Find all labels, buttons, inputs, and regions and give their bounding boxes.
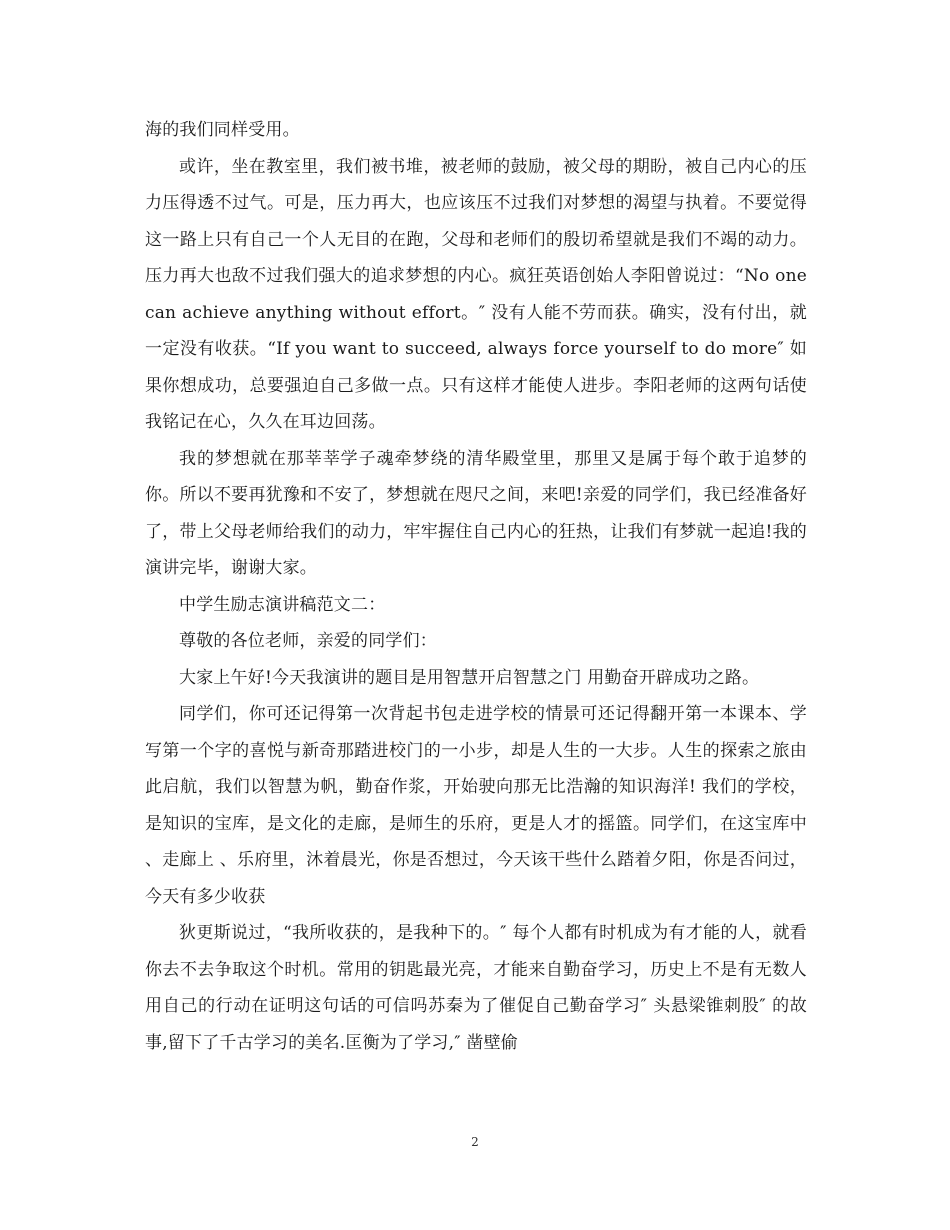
paragraph: 海的我们同样受用。	[145, 120, 300, 140]
paragraph: 或许，坐在教室里，我们被书堆，被老师的鼓励，被父母的期盼，被自己内心的压力压得透不过气。可是，压力再大，也应该压不过我们对梦想的渴望与执着。不要觉得这一路上只有自己一个人无目的在跑，父母和老师们的殷切希望就是我们不竭的动力。压力再大也敌不过我们强大的追求梦想的内心。疯狂英语创始人李阳曾说过：“No one can achieve anything without effort。″ 没有人能不劳而获。确实，没有付出，就一定没有收获。“If you want to succeed, always force yourself to do more″ 如果你想成功，总要强迫自己多做一点。只有这样才能使人进步。李阳老师的这两句话使我铭记在心，久久在耳边回荡。	[145, 156, 807, 432]
salutation: 尊敬的各位老师，亲爱的同学们：	[179, 631, 437, 651]
body-text	[145, 112, 807, 1061]
section-heading: 中学生励志演讲稿范文二：	[179, 594, 386, 615]
page-number: 2	[471, 1135, 479, 1149]
paragraph: 大家上午好!今天我演讲的题目是用智慧开启智慧之门 用勤奋开辟成功之路。	[179, 667, 760, 688]
paragraph: 同学们，你可还记得第一次背起书包走进学校的情景可还记得翻开第一本课本、学写第一个字的喜悦与新奇那踏进校门的一小步，却是人生的一大步。人生的探索之旅由此启航，我们以智慧为帆，勤奋作浆，开始驶向那无比浩瀚的知识海洋! 我们的学校，是知识的宝库，是文化的走廊，是师生的乐府，更是人才的摇篮。同学们，在这宝库中 、走廊上 、乐府里，沐着晨光，你是否想过，今天该干些什么踏着夕阳，你是否问过，今天有多少收获	[145, 704, 807, 907]
paragraph: 我的梦想就在那莘莘学子魂牵梦绕的清华殿堂里，那里又是属于每个敢于追梦的你。所以不要再犹豫和不安了，梦想就在咫尺之间，来吧!亲爱的同学们，我已经准备好了，带上父母老师给我们的动力，牢牢握住自己内心的狂热，让我们有梦就一起追!我的演讲完毕，谢谢大家。	[145, 448, 807, 578]
paragraph: 狄更斯说过，“我所收获的，是我种下的。″ 每个人都有时机成为有才能的人，就看你去不去争取这个时机。常用的钥匙最光亮，才能来自勤奋学习，历史上不是有无数人用自己的行动在证明这句话的可信吗苏秦为了催促自己勤奋学习″ 头悬梁锥刺股″ 的故事,留下了千古学习的美名.匡衡为了学习,″ 凿壁偷	[145, 923, 807, 1053]
